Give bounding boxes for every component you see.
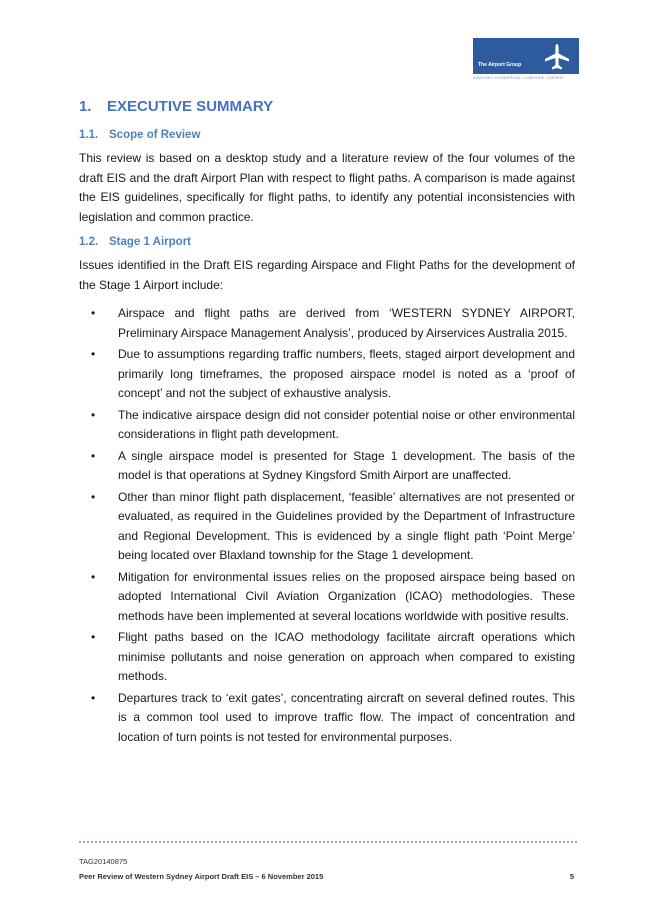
section-number: 1. <box>79 98 92 115</box>
list-item-text: A single airspace model is presented for Stage 1 development. The basis of the model is that operations at Sydney Kingsford Smith Airport are unaffected. <box>118 448 575 482</box>
subsection-heading-scope <box>79 129 575 141</box>
section-title: EXECUTIVE SUMMARY <box>107 98 274 115</box>
scope-paragraph: This review is based on a desktop study and a literature review of the four volumes of the draft EIS and the draft Airport Plan with respect to flight paths. A comparison is made against the EIS guidelines, specifically for flight paths, to identify any potential inconsistencies with legislation and common practice. <box>79 151 575 224</box>
bullet-icon: • <box>91 489 96 504</box>
logo-tagline: AVIATION • COMMERCIAL • LANDSIDE • AIRSIDE <box>473 76 564 80</box>
list-item-text: Flight paths based on the ICAO methodology facilitate aircraft operations which minimise pollutants and noise generation on approach when compared to existing methods. <box>118 630 575 683</box>
bullet-icon: • <box>91 690 96 705</box>
subsection-number: 1.1. <box>79 129 99 141</box>
bullet-icon: • <box>91 448 96 463</box>
list-item <box>79 628 575 687</box>
airplane-icon <box>543 43 571 71</box>
list-item <box>79 406 575 445</box>
logo-name: The Airport Group <box>478 62 522 68</box>
bullet-icon: • <box>91 347 96 361</box>
list-item-text: Airspace and flight paths are derived from ‘WESTERN SYDNEY AIRPORT, Preliminary Airspace Management Analysis’, produced by Airservices Australia 2015. <box>118 306 575 340</box>
subsection-number: 1.2. <box>79 236 99 248</box>
list-item-text: The indicative airspace design did not consider potential noise or other environmental considerations in flight path development. <box>118 407 575 441</box>
list-item <box>79 568 575 627</box>
document-body <box>79 98 575 749</box>
section-heading <box>79 98 575 115</box>
footer-reference: TAG20140875 <box>79 857 128 866</box>
list-item-text: Other than minor flight path displacement, ‘feasible’ alternatives are not presented or evaluated, as required in the Guidelines provided by the Department of Infrastructure and Regional Development. This is evidenced by a single flight path ‘Point Merge’ being located over Blaxland township for the Stage 1 development. <box>118 489 575 562</box>
subsection-title: Stage 1 Airport <box>109 236 192 248</box>
list-item <box>79 304 575 343</box>
page-number: 5 <box>569 872 574 881</box>
list-item-text: Departures track to ‘exit gates’, concentrating aircraft on several defined routes. This is a common tool used to improve traffic flow. The impact of concentration and location of turn points is not tested for environmental purposes. <box>118 690 575 744</box>
bullet-icon: • <box>91 630 96 644</box>
bullet-icon: • <box>91 407 96 422</box>
logo-box <box>473 38 579 74</box>
issues-list <box>79 304 575 747</box>
bullet-icon: • <box>91 306 96 320</box>
list-item-text: Due to assumptions regarding traffic numbers, fleets, staged airport development and primarily long timeframes, the proposed airspace model is noted as a ‘proof of concept’ and not the subject of exhaustive analysis. <box>118 347 575 400</box>
footer-title: Peer Review of Western Sydney Airport Draft EIS – 6 November 2015 <box>79 872 324 881</box>
stage1-intro-paragraph: Issues identified in the Draft EIS regarding Airspace and Flight Paths for the development of the Stage 1 Airport include: <box>79 258 575 292</box>
company-logo <box>473 38 579 80</box>
list-item <box>79 488 575 566</box>
footer-divider <box>79 841 577 843</box>
list-item <box>79 689 575 748</box>
list-item <box>79 345 575 404</box>
bullet-icon: • <box>91 569 96 584</box>
subsection-title: Scope of Review <box>109 129 201 141</box>
list-item-text: Mitigation for environmental issues relies on the proposed airspace being based on adopted International Civil Aviation Organization (ICAO) methodologies. These methods have been implemented at several locations worldwide with positive results. <box>118 569 575 623</box>
list-item <box>79 447 575 486</box>
subsection-heading-stage1 <box>79 236 575 248</box>
